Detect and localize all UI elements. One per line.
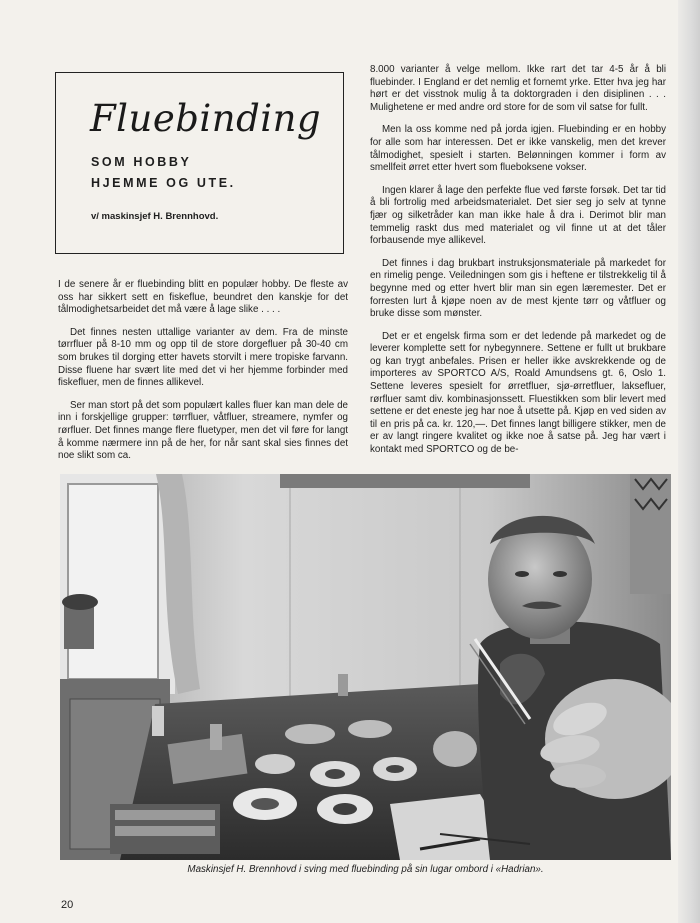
subtitle-line-1: SOM HOBBY [91,155,192,169]
photo-illustration [60,474,671,860]
title-box [55,72,344,254]
paragraph: 8.000 varianter å velge mellom. Ikke rart det tar 4-5 år å bli fluebinder. I England er det nemlig et fornemt yrke. Etter hva jeg har hørt er det visstnok mulig å ta doktorgraden i den disiplinen . . . Mulighetene er med andre ord store for de som vil satse for fullt. [370,64,666,113]
paragraph: I de senere år er fluebinding blitt en populær hobby. De fleste av oss har sikkert sett en fiskeflue, beundret den kanskje for det tålmodighetsarbeidet det må være å lage slike . . . . [58,279,348,316]
paragraph: Ingen klarer å lage den perfekte flue ved første forsøk. Det tar tid å bli fortrolig med arbeidsmaterialet. Det sier seg jo selv at tynne fjær og silketråder kan man ikke hale å dra i. Derimot blir man temmelig raskt dus med materialet og vil finne ut at det tåler forbausende mye allikevel. [370,184,666,247]
photo-caption: Maskinsjef H. Brennhovd i sving med fluebinding på sin lugar ombord i «Hadrian». [187,864,544,875]
article-subtitle [91,152,236,194]
paragraph: Det finnes nesten uttallige varianter av dem. Fra de minste tørrfluer på 8-10 mm og opp til de store dorgefluer på 30-40 cm som brukes til dorging etter havets storvilt i mere tropiske farvann. Disse fluene har svært lite med det vi her hjemme forbinder med fiskefluer, men de finnes allikevel. [58,326,348,389]
page-number: 20 [61,899,74,911]
left-column [58,279,348,473]
paragraph: Det er et engelsk firma som er det ledende på markedet og de leverer komplette sett for nybegynnere. Settene er fullt ut brukbare og kan trygt anbefales. Prisen er heller ikke avskrekkende og de importeres av SPORTCO A/S, Roald Amundsens gt. 6, Oslo 1. Settene leveres spesielt for ørretfluer, sjø-ørretfluer, laksefluer, rørfluer samt div. kombinasjonssett. Fluestikken som blir levert med settene er det eneste jeg har noe å utsette på. Kjøp en ved siden av til en pris på ca. kr. 120,—. Det finnes langt billigere stikker, men de er av langt ringere kvalitet og ikke noe å satse på. Jeg har vært i kontakt med SPORTCO og de be- [370,330,666,456]
paragraph: Ser man stort på det som populært kalles fluer kan man dele de inn i forskjellige grupper: tørrfluer, våtfluer, streamere, nymfer og rørfluer. Det finnes mange flere fluetyper, men det vil føre for langt å komme nærmere inn på de her, for når sant skal sies finnes det noe slikt som ca. [58,399,348,462]
paragraph: Men la oss komme ned på jorda igjen. Fluebinding er en hobby for alle som har interessen. Det er ikke vanskelig, men det krever tålmodighet, spesielt i starten. Belønningen kommer i form av smellfeit ørret etter hvert som flueboksene vokser. [370,124,666,174]
paragraph: Det finnes i dag brukbart instruksjonsmateriale på markedet for en rimelig penge. Veiledningen som gis i heftene er tilstrekkelig til å begynne med og etter hvert blir man sin egen læremester. Det er forresten lurt å kjøpe noen av de mest kjente tørr og våtfluer og bruke disse som mønster. [370,257,666,320]
subtitle-line-2: HJEMME OG UTE. [91,176,236,190]
page-edge-shadow [678,0,700,923]
byline: v/ maskinsjef H. Brennhovd. [91,211,219,222]
article-photo [60,474,671,860]
right-column [370,64,666,467]
article-title: Fluebinding [90,97,322,140]
